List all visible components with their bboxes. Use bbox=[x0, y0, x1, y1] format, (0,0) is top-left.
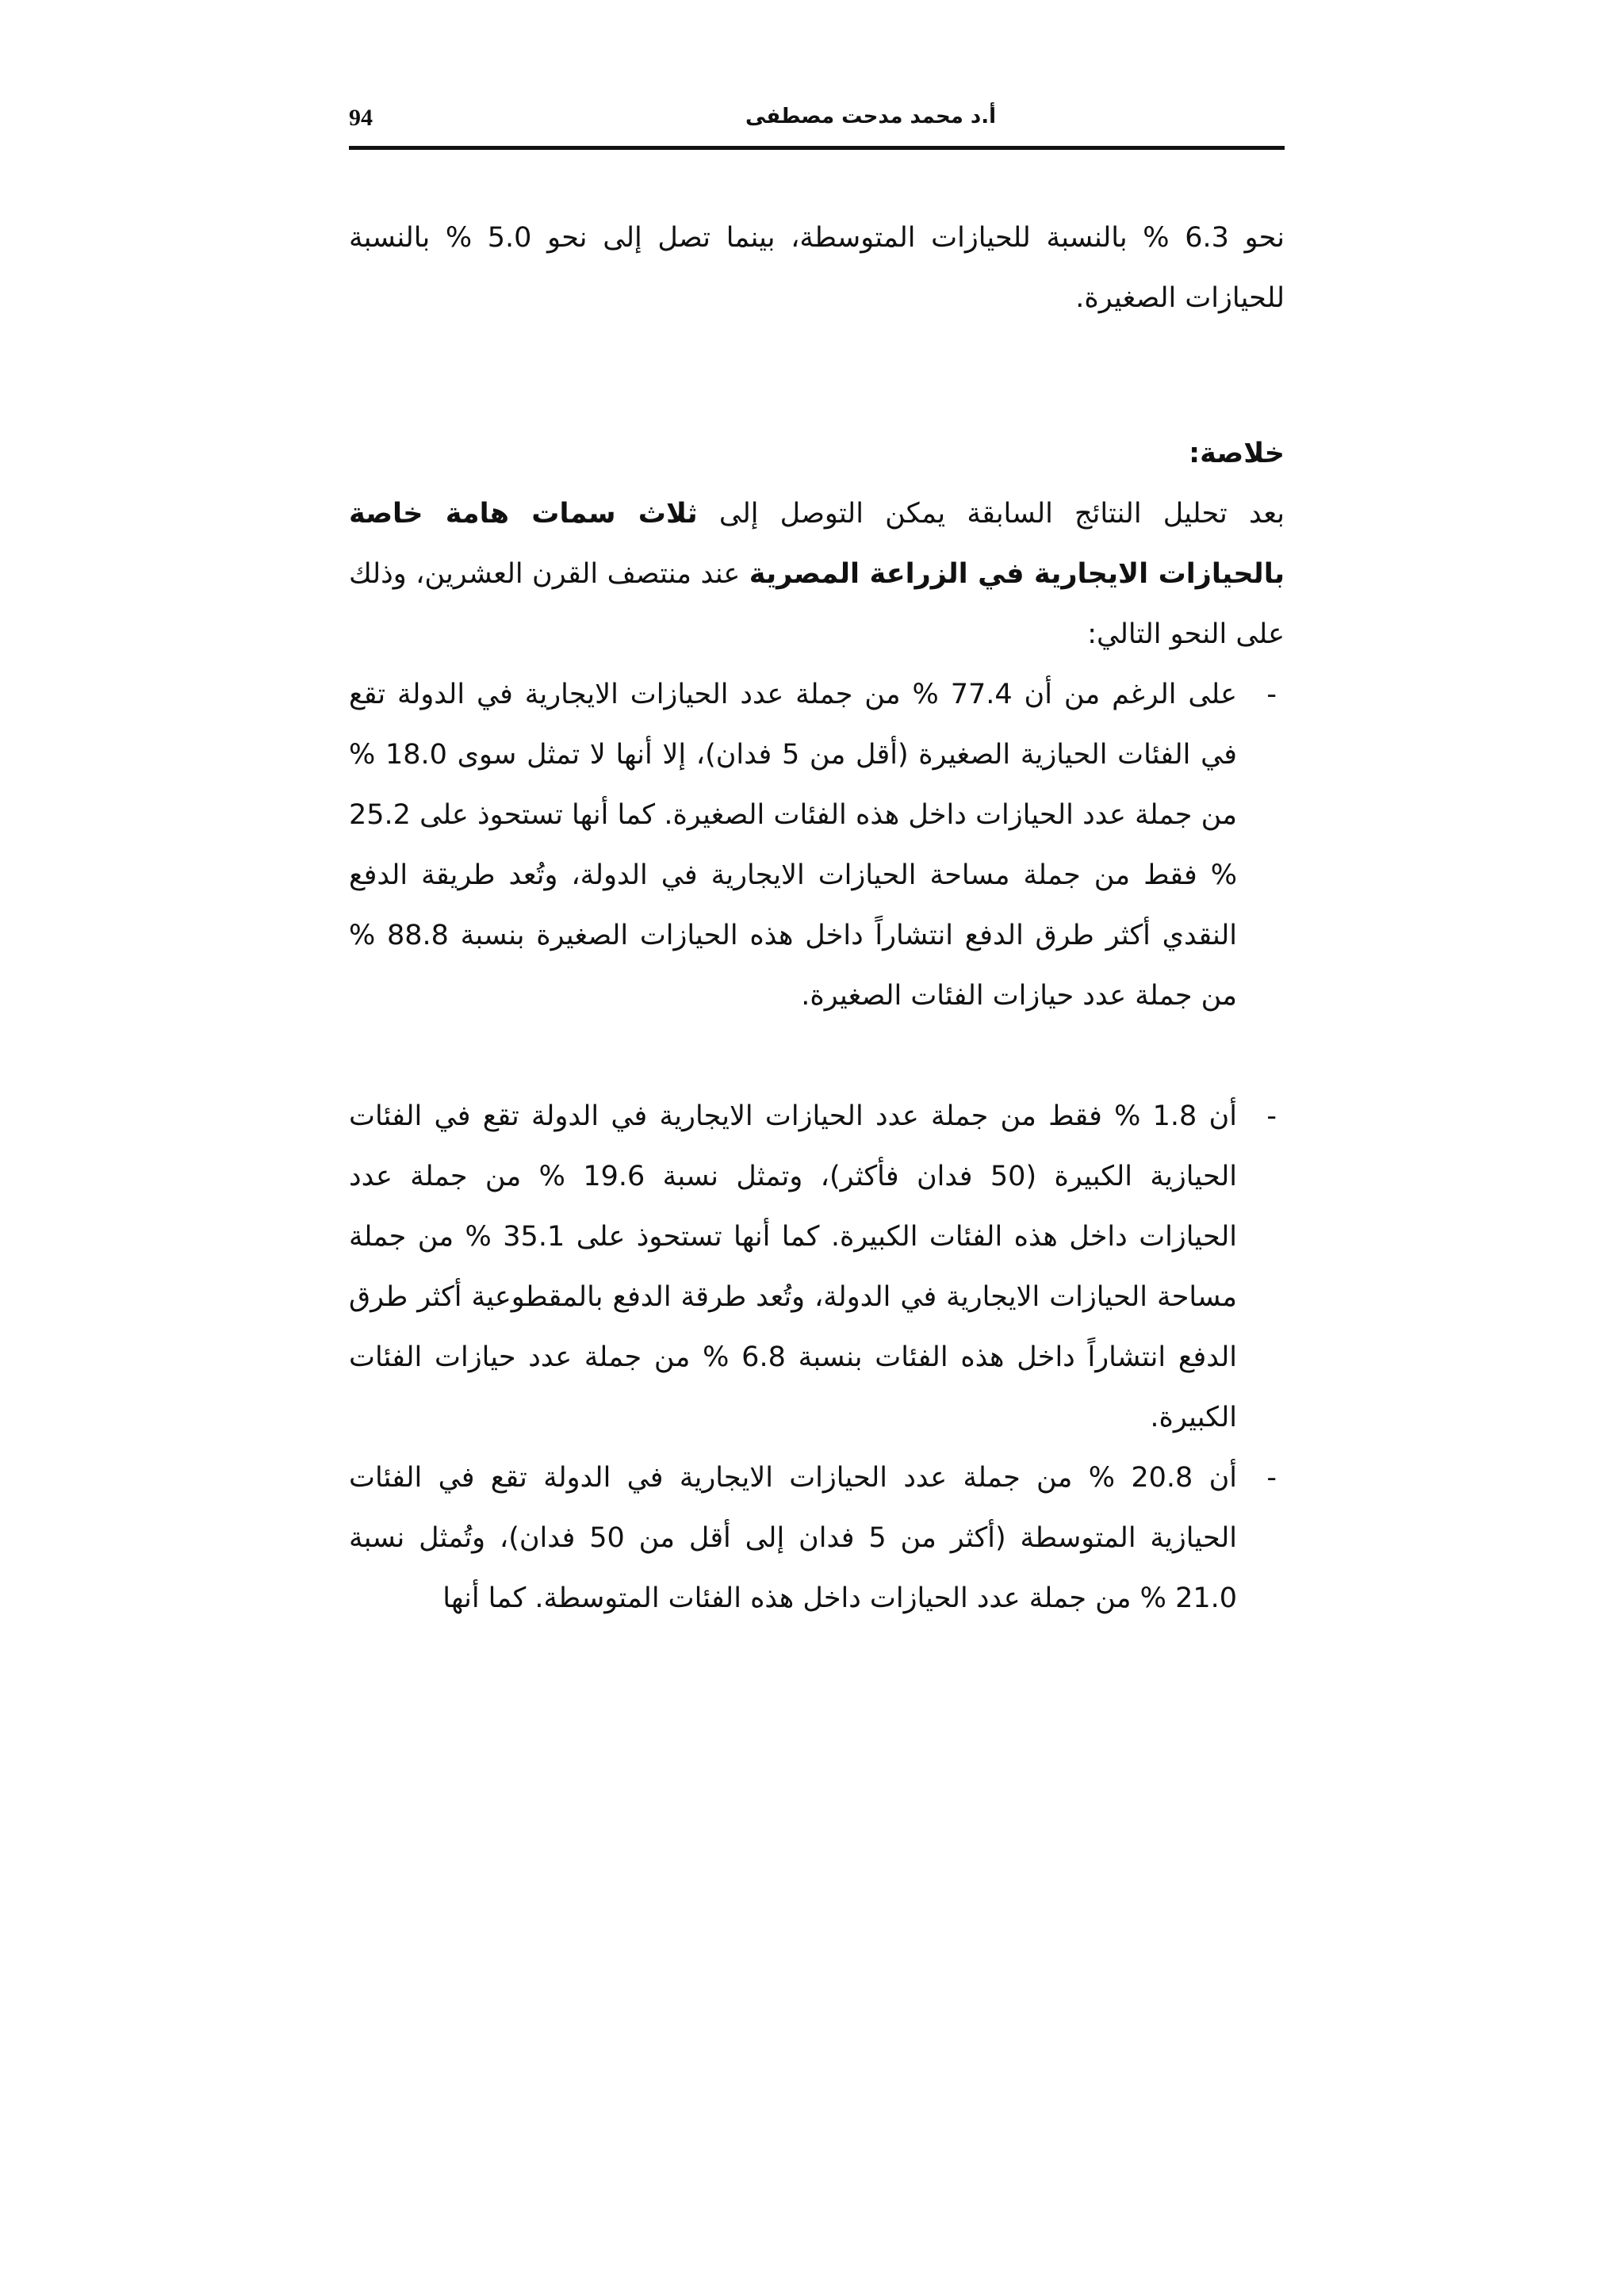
page-number: 94 bbox=[349, 105, 373, 131]
bullet-dash: - bbox=[1266, 679, 1277, 710]
page-header bbox=[349, 105, 1285, 144]
header-rule bbox=[349, 146, 1285, 150]
intro-paragraph: نحو 6.3 % بالنسبة للحيازات المتوسطة، بينما تصل إلى نحو 5.0 % بالنسبة للحيازات الصغيرة. bbox=[349, 222, 1285, 314]
list-item-text: أن 20.8 % من جملة عدد الحيازات الايجارية في الدولة تقع في الفئات الحيازية المتوسطة (أكثر من 5 فدان إلى أقل من 50 فدان)، وتُمثل نسبة 21.0 % من جملة عدد الحيازات داخل هذه الفئات المتوسطة. كما أنها bbox=[349, 1462, 1237, 1614]
body-text bbox=[349, 208, 1285, 1628]
section-heading: خلاصة: bbox=[1189, 438, 1285, 469]
bullet-dash: - bbox=[1266, 1462, 1277, 1494]
lead-text-part1: بعد تحليل النتائج السابقة يمكن التوصل إلى bbox=[697, 498, 1285, 530]
bullet-dash: - bbox=[1266, 1100, 1277, 1132]
running-header-author: أ.د محمد مدحت مصطفى bbox=[745, 105, 997, 128]
list-item-text: أن 1.8 % فقط من جملة عدد الحيازات الايجارية في الدولة تقع في الفئات الحيازية الكبيرة (50 فدان فأكثر)، وتمثل نسبة 19.6 % من جملة عدد الحيازات داخل هذه الفئات الكبيرة. كما أنها تستحوذ على 35.1 % من جملة مساحة الحيازات الايجارية في الدولة، وتُعد طرقة الدفع بالمقطوعية أكثر طرق الدفع انتشاراً داخل هذه الفئات بنسبة 6.8 % من جملة عدد حيازات الفئات الكبيرة. bbox=[349, 1100, 1237, 1433]
lead-paragraph bbox=[349, 484, 1285, 664]
lead-bold-phrase: ثلاث سمات هامة خاصة بالحيازات الايجارية في الزراعة المصرية bbox=[349, 498, 1285, 590]
lead-text-part2: عند منتصف القرن العشرين، وذلك على النحو التالي: bbox=[349, 558, 1285, 650]
list-item-text: على الرغم من أن 77.4 % من جملة عدد الحيازات الايجارية في الدولة تقع في الفئات الحيازية الصغيرة (أقل من 5 فدان)، إلا أنها لا تمثل سوى 18.0 % من جملة عدد الحيازات داخل هذه الفئات الصغيرة. كما أنها تستحوذ على 25.2 % فقط من جملة مساحة الحيازات الايجارية في الدولة، وتُعد طريقة الدفع النقدي أكثر طرق الدفع انتشاراً داخل هذه الحيازات الصغيرة بنسبة 88.8 % من جملة عدد حيازات الفئات الصغيرة. bbox=[349, 679, 1237, 1012]
findings-list bbox=[349, 664, 1285, 1628]
list-item bbox=[349, 664, 1285, 1026]
list-item bbox=[349, 1448, 1285, 1628]
list-item bbox=[349, 1086, 1285, 1448]
